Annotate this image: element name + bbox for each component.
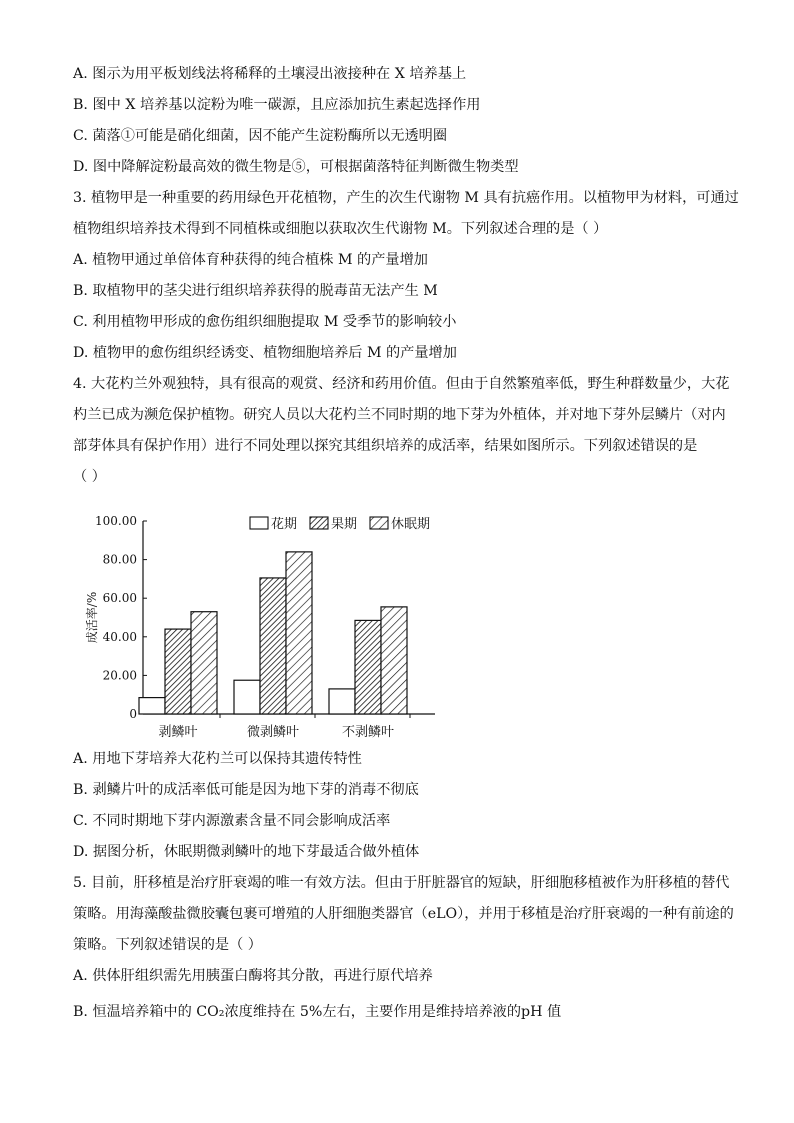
text-line: A. 用地下芽培养大花杓兰可以保持其遗传特性: [73, 751, 362, 767]
text-line: B. 图中 X 培养基以淀粉为唯一碳源，且应添加抗生素起选择作用: [73, 97, 481, 113]
text-line: 4. 大花杓兰外观独特，具有很高的观赏、经济和药用价值。但由于自然繁殖率低，野生种群数量少，大花: [73, 376, 730, 392]
text-line: 植物组织培养技术得到不同植株或细胞以获取次生代谢物 M。下列叙述合理的是（ ）: [73, 221, 608, 237]
text-line: 3. 植物甲是一种重要的药用绿色开花植物，产生的次生代谢物 M 具有抗癌作用。以植物甲为材料，可通过: [73, 190, 739, 206]
text-line: 杓兰已成为濒危保护植物。研究人员以大花杓兰不同时期的地下芽为外植体，并对地下芽外层鳞片（对内: [73, 407, 726, 423]
x-tick-label: 微剥鳞叶: [246, 725, 300, 740]
text-line: C. 不同时期地下芽内源激素含量不同会影响成活率: [73, 813, 391, 829]
bar-花期: [139, 698, 165, 714]
text-line: B. 取植物甲的茎尖进行组织培养获得的脱毒苗无法产生 M: [73, 283, 438, 299]
x-tick-label: 不剥鳞叶: [341, 725, 395, 740]
bar-花期: [329, 689, 355, 714]
y-tick-label: 0: [129, 707, 137, 721]
survival-rate-bar-chart: [80, 505, 450, 745]
x-tick-label: 剥鳞叶: [158, 725, 198, 740]
text-line: 5. 目前，肝移植是治疗肝衰竭的唯一有效方法。但由于肝脏器官的短缺，肝细胞移植被作为肝移植的替代: [73, 875, 730, 891]
bar-休眠期: [381, 607, 407, 714]
y-tick-label: 60.00: [102, 591, 137, 606]
bar-果期: [260, 578, 286, 714]
bar-休眠期: [286, 552, 312, 714]
y-tick-label: 100.00: [95, 514, 137, 528]
y-tick-label: 40.00: [102, 629, 137, 644]
legend-label: 果期: [331, 517, 358, 532]
legend-swatch-花期: [250, 517, 268, 529]
text-line: A. 图示为用平板划线法将稀释的土壤浸出液接种在 X 培养基上: [73, 66, 467, 82]
y-tick-label: 20.00: [102, 668, 137, 683]
text-line: D. 据图分析，休眠期微剥鳞叶的地下芽最适合做外植体: [73, 844, 420, 860]
legend-label: 花期: [271, 517, 298, 532]
bar-果期: [165, 629, 191, 714]
text-line: A. 植物甲通过单倍体育种获得的纯合植株 M 的产量增加: [73, 252, 428, 268]
y-axis-label: 成活率/%: [85, 591, 99, 644]
y-tick-label: 80.00: [102, 552, 137, 567]
legend-swatch-果期: [310, 517, 328, 529]
text-line: C. 利用植物甲形成的愈伤组织细胞提取 M 受季节的影响较小: [73, 314, 457, 330]
legend-swatch-休眠期: [370, 517, 388, 529]
text-line: D. 植物甲的愈伤组织经诱变、植物细胞培养后 M 的产量增加: [73, 345, 457, 361]
bar-花期: [234, 680, 260, 714]
text-line: B. 剥鳞片叶的成活率低可能是因为地下芽的消毒不彻底: [73, 782, 419, 798]
text-line: （ ）: [73, 469, 106, 485]
chart-legend: [250, 517, 430, 532]
text-line: 策略。下列叙述错误的是（ ）: [73, 937, 262, 953]
text-line: 策略。用海藻酸盐微胶囊包裹可增殖的人肝细胞类器官（eLO），并用于移植是治疗肝衰竭的一种有前途的: [73, 906, 734, 922]
chart-bars: [139, 552, 407, 714]
legend-label: 休眠期: [391, 517, 431, 532]
bar-休眠期: [191, 612, 217, 714]
text-line: 部芽体具有保护作用）进行不同处理以探究其组织培养的成活率，结果如图所示。下列叙述错误的是: [73, 438, 698, 454]
text-line: C. 菌落①可能是硝化细菌，因不能产生淀粉酶所以无透明圈: [73, 128, 448, 144]
text-line: D. 图中降解淀粉最高效的微生物是⑤，可根据菌落特征判断微生物类型: [73, 159, 519, 175]
text-line: B. 恒温培养箱中的 CO₂浓度维持在 5%左右，主要作用是维持培养液的pH 值: [73, 1004, 562, 1020]
text-line: A. 供体肝组织需先用胰蛋白酶将其分散，再进行原代培养: [73, 968, 433, 984]
bar-果期: [355, 620, 381, 714]
